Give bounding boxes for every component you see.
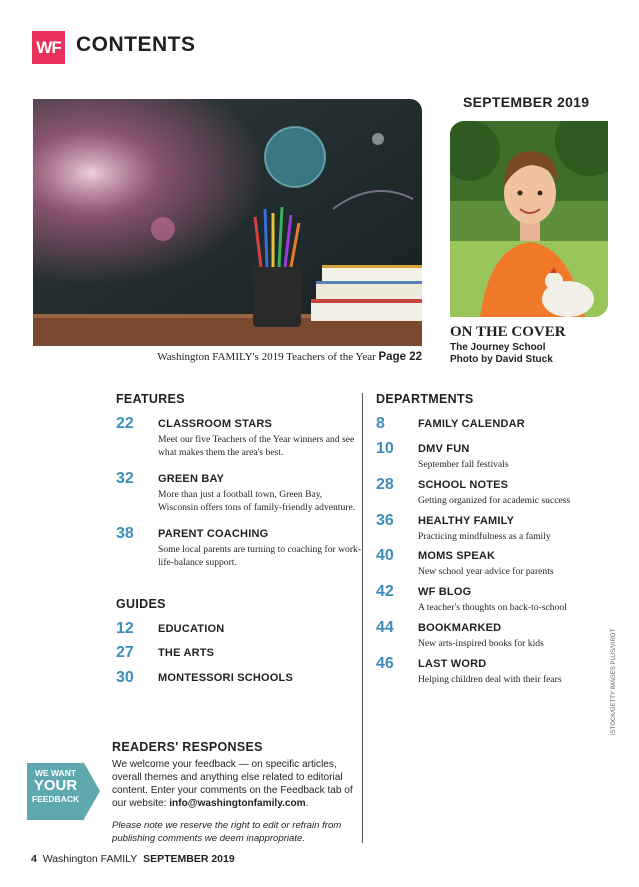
item-description: September fall festivals [418,459,509,470]
hero-caption-text: Washington FAMILY's 2019 Teachers of the Year [157,351,376,363]
feedback-badge[interactable] [27,763,84,820]
item-title: FAMILY CALENDAR [418,418,525,430]
item-description: Helping children deal with their fears [418,674,562,685]
page-number: 38 [116,525,134,542]
photo-credit: ISTOCK/GETTY IMAGES PLUS/VIROT [611,628,617,735]
badge-line2: YOUR [33,777,78,794]
readers-body-text: We welcome your feedback — on specific articles, overall themes and anything else related to editorial content. Enter your comments on the Feedback tab of our website: [112,759,353,809]
item-description: New arts-inspired books for kids [418,638,544,649]
page-number: 32 [116,470,134,487]
hero-caption-page: Page 22 [378,351,422,363]
guides-heading: GUIDES [116,597,166,611]
page-number: 27 [116,644,134,661]
item-description: New school year advice for parents [418,566,554,577]
badge-arrow [84,763,100,819]
feedback-email-link[interactable]: info@washingtonfamily.com [169,798,306,809]
item-description: A teacher's thoughts on back-to-school [418,602,567,613]
page-number: 42 [376,583,394,600]
features-heading: FEATURES [116,392,185,406]
page-number: 28 [376,476,394,493]
item-title: DMV FUN [418,443,470,455]
footer-publication: Washington FAMILY [42,853,138,865]
column-divider [362,393,363,843]
issue-date: SEPTEMBER 2019 [463,94,590,110]
item-description: Getting organized for academic success [418,495,571,506]
footer-page-number: 4 [31,853,37,865]
page-number: 30 [116,669,134,686]
readers-body-end: . [305,798,309,809]
cover-photo [450,121,608,317]
item-title: MOMS SPEAK [418,550,496,562]
item-title: THE ARTS [158,647,215,659]
page-number: 22 [116,415,134,432]
item-title: CLASSROOM STARS [158,418,273,430]
wf-logo: WF [32,31,65,64]
readers-heading: READERS' RESPONSES [112,740,263,754]
page-number: 40 [376,547,394,564]
page-number: 46 [376,655,394,672]
page-number: 12 [116,620,134,637]
cover-title: ON THE COVER [450,324,566,340]
item-title: GREEN BAY [158,473,225,485]
item-title: MONTESSORI SCHOOLS [158,672,293,684]
hero-image [33,99,422,346]
item-title: EDUCATION [158,623,225,635]
page-number: 8 [376,415,385,432]
readers-body [112,758,357,810]
cover-photo-credit: Photo by David Stuck [450,354,553,365]
item-title: PARENT COACHING [158,528,269,540]
page-title: CONTENTS [76,33,196,56]
badge-line1: WE WANT [34,768,77,778]
item-description: Some local parents are turning to coaching for work-life-balance support. [158,544,362,568]
hero-caption [130,351,422,363]
item-title: WF BLOG [418,586,472,598]
item-title: LAST WORD [418,658,487,670]
item-description: More than just a football town, Green Bay, Wisconsin offers tons of family-friendly adventure. [158,489,356,513]
readers-note: Please note we reserve the right to edit or refrain from publishing comments we deem inappropriate. [112,820,342,844]
item-title: SCHOOL NOTES [418,479,509,491]
item-title: BOOKMARKED [418,622,502,634]
page-footer [31,853,235,865]
cover-school: The Journey School [450,342,546,353]
page-number: 36 [376,512,394,529]
item-description: Practicing mindfulness as a family [418,531,551,542]
page-number: 10 [376,440,394,457]
badge-line3: FEEDBACK [31,794,80,804]
item-description: Meet our five Teachers of the Year winners and see what makes them the area's best. [158,434,355,458]
item-title: HEALTHY FAMILY [418,515,515,527]
page-number: 44 [376,619,394,636]
departments-heading: DEPARTMENTS [376,392,474,406]
footer-issue: SEPTEMBER 2019 [143,853,235,865]
